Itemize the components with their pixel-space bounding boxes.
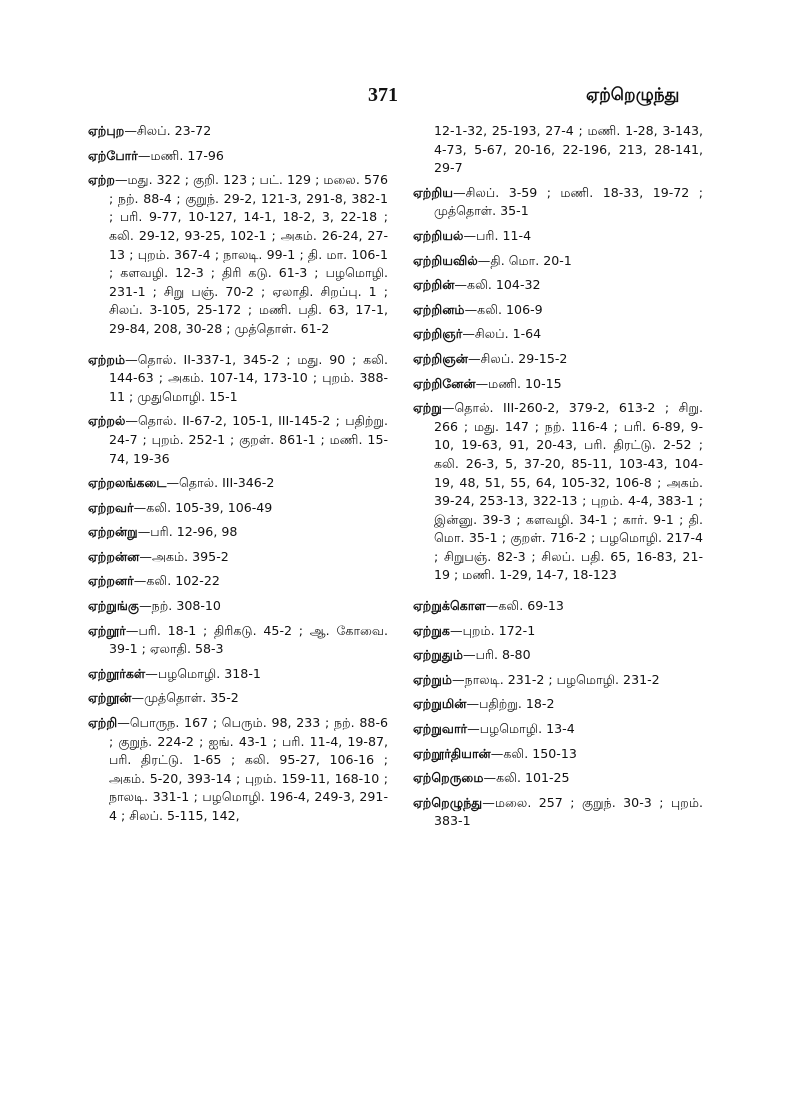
entry-dash: — [466, 696, 480, 712]
entry-headword: ஏற்றனர் [88, 573, 134, 589]
entry-dash: — [482, 794, 495, 810]
entry-references: கலி. 69-13 [498, 598, 564, 614]
index-entry [413, 276, 703, 295]
entry-headword: ஏற்புற [88, 123, 125, 138]
entry-references: பரி. 11-4 [476, 227, 532, 243]
entry-headword: ஏற்றினேன் [413, 375, 476, 391]
entry-references: சிலப். 3-59 ; மணி. 18-33, 19-72 ; முத்தொள். 35-1 [434, 184, 703, 219]
entry-references: பொருந. 167 ; பெரும். 98, 233 ; நற். 88-6 ; குறுந். 224-2 ; ஐங். 43-1 ; பரி. 11-4, 19-87, பரி. திரட்டு. 1-65 ; கலி. 95-27, 106-16 ; அகம். 5-20, 393-14 ; புறம். 159-11, 168-10 ; நாலடி. 331-1 ; பழமொழி. 196-4, 249-3, 291-4 ; சிலப். 5-115, 142, [109, 715, 388, 823]
entry-references: கலி. 102-22 [146, 573, 220, 589]
index-entry [413, 745, 703, 764]
page-number: 371 [368, 84, 398, 106]
entry-headword: ஏற்றி [88, 715, 118, 731]
entry-references: புறம். 172-1 [462, 622, 536, 638]
entry-dash: — [124, 123, 137, 138]
entry-references: பரி. 8-80 [475, 647, 531, 663]
index-entry [413, 252, 703, 271]
index-entry [413, 720, 703, 739]
index-entry [413, 301, 703, 320]
index-entry [88, 351, 388, 407]
entry-headword: ஏற்றெருமை [413, 770, 484, 786]
entry-references: நாலடி. 231-2 ; பழமொழி. 231-2 [464, 671, 660, 687]
entry-dash: — [485, 598, 499, 614]
entry-headword: ஏற்று [413, 400, 442, 416]
entry-headword: ஏற்றம் [88, 351, 126, 367]
entry-dash: — [114, 172, 128, 188]
entry-headword: ஏற்றிய [413, 184, 454, 200]
entry-references: தொல். II-337-1, 345-2 ; மது. 90 ; கலி. 144-63 ; அகம். 107-14, 173-10 ; புறம். 388-11 ; முதுமொழி. 15-1 [109, 351, 388, 404]
entry-references: மலை. 257 ; குறுந். 30-3 ; புறம். 383-1 [434, 794, 703, 829]
entry-headword: ஏற்றன்ன [88, 548, 140, 564]
index-entry [413, 597, 703, 616]
entry-references: கலி. 106-9 [477, 301, 543, 317]
entry-dash: — [483, 770, 497, 786]
entry-headword: ஏற்றியல் [413, 227, 464, 243]
index-entry [413, 646, 703, 665]
index-entry [413, 695, 703, 714]
right-column [413, 122, 703, 837]
entry-headword: ஏற்றிஞர் [413, 326, 463, 342]
entry-references: கலி. 101-25 [496, 770, 570, 786]
entry-dash: — [462, 326, 475, 342]
entry-references: மணி. 17-96 [150, 147, 224, 163]
entry-references: அகம். 395-2 [151, 548, 229, 564]
entry-dash: — [133, 499, 147, 515]
entry-references: சிலப். 23-72 [136, 123, 212, 138]
index-entry [413, 671, 703, 690]
entry-references: கலி. 105-39, 106-49 [146, 499, 273, 515]
entry-dash: — [441, 400, 455, 416]
entry-dash: — [454, 277, 468, 293]
entry-headword: ஏற்றல் [88, 413, 126, 429]
entry-references: பழமொழி. 13-4 [479, 721, 575, 737]
index-entry [413, 622, 703, 641]
entry-dash: — [125, 351, 138, 367]
entry-references: நற். 308-10 [151, 598, 221, 614]
entry-headword: ஏற்றவர் [88, 499, 134, 515]
index-entry [88, 474, 388, 493]
entry-dash: — [139, 598, 152, 614]
entry-references: தி. மொ. 20-1 [490, 252, 572, 268]
entry-dash: — [131, 690, 145, 706]
index-entry [88, 714, 388, 826]
entry-headword: ஏற்றுதும் [413, 647, 463, 663]
entry-dash: — [139, 548, 152, 564]
entry-headword: ஏற்றுவார் [413, 721, 468, 737]
entry-dash: — [464, 301, 478, 317]
index-entry [88, 171, 388, 338]
entry-references: தொல். II-67-2, 105-1, III-145-2 ; பதிற்று. 24-7 ; புறம். 252-1 ; குறள். 861-1 ; மணி. 15-74, 19-36 [109, 413, 388, 466]
entry-references: பதிற்று. 18-2 [479, 696, 555, 712]
entry-dash: — [475, 375, 489, 391]
entry-dash: — [462, 647, 476, 663]
index-entry [413, 122, 703, 178]
index-entry [413, 350, 703, 369]
index-entry [413, 794, 703, 831]
entry-headword: ஏற்ற [88, 172, 115, 188]
index-entry [88, 499, 388, 518]
index-entry [88, 548, 388, 567]
entry-headword: ஏற்றெழுந்து [413, 794, 483, 810]
entry-headword: ஏற்றினம் [413, 301, 465, 317]
index-entry [88, 122, 388, 141]
index-entry [88, 622, 388, 659]
entry-references: மது. 322 ; குறி. 123 ; பட். 129 ; மலை. 576 ; நற். 88-4 ; குறுந். 29-2, 121-3, 291-8, 382-1 ; பரி. 9-77, 10-127, 14-1, 18-2, 3, 22-18 ; கலி. 29-12, 93-25, 102-1 ; அகம். 26-24, 27-13 ; புறம். 367-4 ; நாலடி. 99-1 ; தி. மா. 106-1 ; களவழி. 12-3 ; திரி கடு. 61-3 ; பழமொழி. 231-1 ; சிறு பஞ். 70-2 ; ஏலாதி. சிறப்பு. 1 ; சிலப். 3-105, 25-172 ; மணி. பதி. 63, 17-1, 29-84, 208, 30-28 ; முத்தொள். 61-2 [109, 172, 388, 336]
entry-dash: — [463, 227, 477, 243]
entry-headword: ஏற்றுங்கு [88, 598, 140, 614]
entry-headword: ஏற்போர் [88, 147, 138, 163]
entry-dash: — [137, 147, 151, 163]
index-entry [413, 399, 703, 585]
index-entry [413, 769, 703, 788]
index-entry [88, 665, 388, 684]
entry-dash: — [467, 350, 481, 366]
running-head: ஏற்றெழுந்து [586, 85, 680, 105]
entry-dash: — [117, 715, 130, 731]
entry-dash: — [453, 184, 466, 200]
index-entry [88, 572, 388, 591]
entry-headword: ஏற்றூன் [88, 690, 132, 706]
index-entry [88, 523, 388, 542]
index-entry [88, 147, 388, 166]
entry-headword: ஏற்றுமின் [413, 696, 467, 712]
entry-dash: — [477, 252, 491, 268]
entry-dash: — [467, 721, 480, 737]
entry-dash: — [125, 413, 138, 429]
entry-references: பரி. 12-96, 98 [150, 524, 238, 540]
index-entry [413, 375, 703, 394]
entry-headword: ஏற்றியவில் [413, 252, 478, 268]
entry-references: தொல். III-260-2, 379-2, 613-2 ; சிறு. 266 ; மது. 147 ; நற். 116-4 ; பரி. 6-89, 9-10, 19-63, 91, 20-43, பரி. திரட்டு. 2-52 ; கலி. 26-3, 5, 37-20, 85-11, 103-43, 104-19, 48, 51, 55, 64, 105-32, 106-8 ; அகம். 39-24, 253-13, 322-13 ; புறம். 4-4, 383-1 ; இன்னு. 39-3 ; களவழி. 34-1 ; கார். 9-1 ; தி. மொ. 35-1 ; குறள். 716-2 ; பழமொழி. 217-4 ; சிறுபஞ். 82-3 ; சிலப். பதி. 65, 16-83, 21-19 ; மணி. 1-29, 14-7, 18-123 [434, 400, 703, 583]
index-entry [88, 689, 388, 708]
entry-references: 12-1-32, 25-193, 27-4 ; மணி. 1-28, 3-143, 4-73, 5-67, 20-16, 22-196, 213, 28-141, 29-7 [434, 123, 703, 176]
entry-dash: — [166, 475, 180, 491]
index-entry [413, 325, 703, 344]
entry-headword: ஏற்றூர்தியான் [413, 745, 491, 761]
left-column [88, 122, 388, 838]
entry-references: சிலப். 1-64 [474, 326, 542, 342]
index-entry [413, 184, 703, 221]
entry-headword: ஏற்றுக [413, 622, 450, 638]
entry-references: பழமொழி. 318-1 [157, 665, 261, 681]
entry-references: கலி. 104-32 [467, 277, 541, 293]
entry-headword: ஏற்றுக்கொள [413, 598, 486, 614]
entry-references: சிலப். 29-15-2 [480, 350, 568, 366]
entry-dash: — [137, 524, 151, 540]
entry-references: தொல். III-346-2 [179, 475, 275, 491]
entry-headword: ஏற்றூர்கள் [88, 665, 146, 681]
entry-dash: — [145, 665, 158, 681]
entry-dash: — [125, 622, 139, 638]
entry-dash: — [490, 745, 504, 761]
entry-headword: ஏற்றிஞன் [413, 350, 468, 366]
entry-references: கலி. 150-13 [503, 745, 577, 761]
entry-headword: ஏற்றன்று [88, 524, 138, 540]
index-entry [413, 227, 703, 246]
entry-references: பரி. 18-1 ; திரிகடு. 45-2 ; ஆ. கோவை. 39-1 ; ஏலாதி. 58-3 [109, 622, 388, 657]
entry-dash: — [449, 622, 463, 638]
entry-references: முத்தொள். 35-2 [144, 690, 239, 706]
entry-dash: — [452, 671, 465, 687]
entry-headword: ஏற்றூர் [88, 622, 126, 638]
index-entry [88, 412, 388, 468]
entry-dash: — [133, 573, 147, 589]
index-entry [88, 597, 388, 616]
entry-references: மணி. 10-15 [488, 375, 562, 391]
entry-headword: ஏற்றலங்கடை [88, 475, 167, 491]
entry-headword: ஏற்றும் [413, 671, 453, 687]
entry-headword: ஏற்றின் [413, 277, 455, 293]
